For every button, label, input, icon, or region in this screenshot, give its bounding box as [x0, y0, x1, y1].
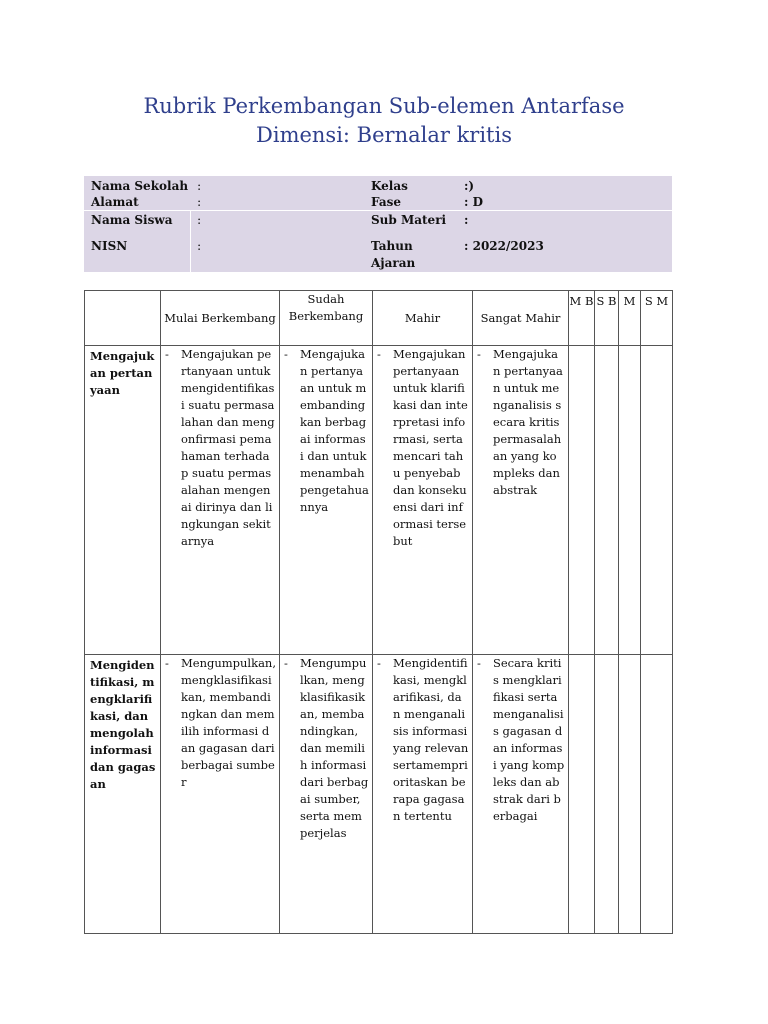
score-cell-mb[interactable] [569, 655, 595, 934]
cell-mahir [373, 346, 473, 655]
nisn-label: NISN [91, 239, 128, 253]
sub-materi-label: Sub Materi [371, 213, 447, 227]
descriptor-text: Mengajukan pertanyaan untuk menganalisis secara kritis permasalahan yang kompleks dan abstrak [493, 347, 563, 497]
info-column-divider [190, 210, 191, 272]
score-cell-sb[interactable] [595, 346, 619, 655]
student-info-box [84, 176, 672, 272]
header-sb: S B [595, 291, 619, 346]
title-line-1: Rubrik Perkembangan Sub-elemen Antarfase [143, 94, 625, 118]
bullet-dash: - [284, 656, 288, 670]
bullet-dash: - [165, 656, 169, 670]
descriptor-text: Mengidentifikasi, mengklarifikasi, dan menganalisis informasi yang relevan sertamemprioritaskan berapa gagasan tertentu [393, 656, 469, 823]
cell-mulai-berkembang [161, 346, 280, 655]
bullet-dash: - [477, 347, 481, 361]
header-m: M [619, 291, 641, 346]
table-header-row [85, 291, 673, 346]
descriptor-text: Mengajukan pertanyaan untuk mengidentifikasi suatu permasalahan dan mengonfirmasi pemahaman terhadap suatu permasalahan mengenai dirinya dan lingkungan sekitarnya [181, 347, 275, 548]
cell-sangat-mahir [473, 346, 569, 655]
descriptor-text: Mengajukan pertanyaan untuk membandingkan berbagai informasi dan untuk menambah pengetahuannya [300, 347, 369, 514]
descriptor-text: Mengumpulkan, mengklasifikasikan, membandingkan dan memilih informasi dan gagasan dari berbagai sumber [181, 656, 276, 789]
cell-sudah-berkembang [280, 346, 373, 655]
score-cell-sm[interactable] [641, 655, 673, 934]
aspect-label: Mengajukan pertanyaan [85, 346, 161, 655]
score-cell-sb[interactable] [595, 655, 619, 934]
cell-mulai-berkembang [161, 655, 280, 934]
cell-sangat-mahir [473, 655, 569, 934]
score-cell-mb[interactable] [569, 346, 595, 655]
fase-label: Fase [371, 195, 402, 209]
score-cell-m[interactable] [619, 346, 641, 655]
aspect-label: Mengidentifikasi, mengklarifikasi, dan mengolah informasi dan gagasan [85, 655, 161, 934]
bullet-dash: - [377, 656, 381, 670]
descriptor-text: Mengajukan pertanyaan untuk klarifikasi dan interpretasi informasi, serta mencari tahu penyebab dan konsekuensi dari informasi tersebut [393, 347, 468, 548]
alamat-label: Alamat [91, 195, 139, 209]
kelas-label: Kelas [371, 179, 408, 193]
bullet-dash: - [284, 347, 288, 361]
tahun-ajaran-label-line1: Tahun [371, 239, 413, 253]
table-row [85, 655, 673, 934]
nama-sekolah-label: Nama Sekolah [91, 179, 189, 193]
kelas-value: :) [464, 179, 475, 193]
header-mahir: Mahir [373, 291, 473, 346]
tahun-ajaran-value: : 2022/2023 [464, 239, 544, 253]
header-mb: M B [569, 291, 595, 346]
nama-siswa-value: : [197, 212, 202, 227]
alamat-value: : [197, 194, 202, 209]
sub-materi-value: : [464, 213, 469, 227]
title-line-2: Dimensi: Bernalar kritis [256, 123, 512, 147]
score-cell-m[interactable] [619, 655, 641, 934]
bullet-dash: - [377, 347, 381, 361]
header-sudah-berkembang: Sudah Berkembang [280, 291, 373, 346]
header-mulai-berkembang: Mulai Berkembang [161, 291, 280, 346]
nama-siswa-label: Nama Siswa [91, 213, 173, 227]
cell-sudah-berkembang [280, 655, 373, 934]
tahun-ajaran-label-line2: Ajaran [371, 256, 416, 270]
table-row [85, 346, 673, 655]
header-sangat-mahir: Sangat Mahir [473, 291, 569, 346]
header-sm: S M [641, 291, 673, 346]
info-row-divider [84, 210, 672, 211]
descriptor-text: Mengumpulkan, mengklasifikasikan, membandingkan, dan memilih informasi dari berbagai sumber, serta memperjelas [300, 656, 369, 840]
nisn-value: : [197, 238, 202, 253]
header-blank-cell [85, 291, 161, 346]
nama-sekolah-value: : [197, 178, 202, 193]
descriptor-text: Secara kritis mengklarifikasi serta menganalisis gagasan dan informasi yang kompleks dan abstrak dari berbagai [493, 656, 565, 823]
score-cell-sm[interactable] [641, 346, 673, 655]
cell-mahir [373, 655, 473, 934]
bullet-dash: - [477, 656, 481, 670]
document-title [0, 92, 768, 150]
fase-value: : D [464, 195, 484, 209]
bullet-dash: - [165, 347, 169, 361]
rubric-table [84, 290, 673, 934]
